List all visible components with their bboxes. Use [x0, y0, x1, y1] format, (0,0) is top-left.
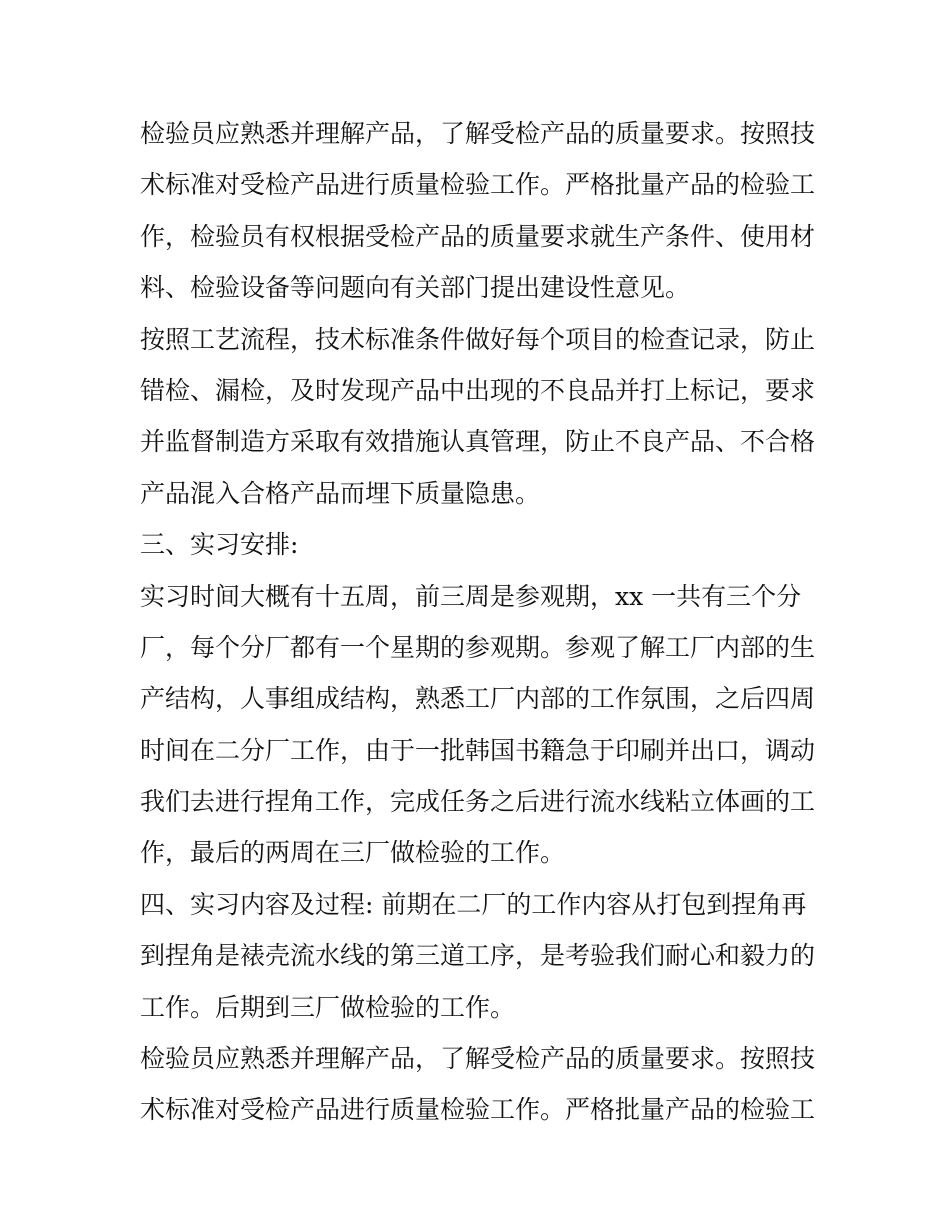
heading-internship-arrangement	[140, 519, 815, 570]
text-line: 实习时间大概有十五周，前三周是参观期，xx 一共有三个分	[140, 581, 802, 611]
paragraph-process-records	[140, 314, 815, 520]
paragraph-inspector-duties-repeat	[140, 1033, 815, 1136]
paragraph-internship-schedule	[140, 571, 815, 879]
text-line: 厂，每个分厂都有一个星期的参观期。参观了解工厂内部的生	[140, 632, 816, 662]
text-line: 工作。后期到三厂做检验的工作。	[140, 992, 516, 1022]
text-line: 产结构，人事组成结构，熟悉工厂内部的工作氛围，之后四周	[140, 684, 816, 714]
text-line: 产品混入合格产品而埋下质量隐患。	[140, 478, 541, 508]
text-line: 术标准对受检产品进行质量检验工作。严格批量产品的检验工	[140, 170, 816, 200]
document-body	[140, 108, 815, 1136]
text-line: 料、检验设备等问题向有关部门提出建设性意见。	[140, 273, 691, 303]
text-line: 作，最后的两周在三厂做检验的工作。	[140, 838, 566, 868]
text-line: 检验员应熟悉并理解产品，了解受检产品的质量要求。按照技	[140, 119, 816, 148]
text-line: 我们去进行捏角工作，完成任务之后进行流水线粘立体画的工	[140, 787, 816, 817]
text-line: 到捏角是裱壳流水线的第三道工序，是考验我们耐心和毅力的	[140, 941, 816, 971]
section-heading: 三、实习安排:	[140, 530, 299, 560]
text-line: 并监督制造方采取有效措施认真管理，防止不良产品、不合格	[140, 427, 816, 457]
paragraph-inspector-duties	[140, 108, 815, 314]
text-line: 时间在二分厂工作，由于一批韩国书籍急于印刷并出口，调动	[140, 735, 816, 765]
text-line: 术标准对受检产品进行质量检验工作。严格批量产品的检验工	[140, 1095, 816, 1125]
text-line: 四、实习内容及过程: 前期在二厂的工作内容从打包到捏角再	[140, 889, 807, 919]
text-line: 错检、漏检，及时发现产品中出现的不良品并打上标记，要求	[140, 375, 816, 405]
paragraph-internship-content	[140, 879, 815, 1033]
text-line: 作，检验员有权根据受检产品的质量要求就生产条件、使用材	[140, 221, 816, 251]
text-line: 检验员应熟悉并理解产品，了解受检产品的质量要求。按照技	[140, 1044, 816, 1074]
text-line: 按照工艺流程，技术标准条件做好每个项目的检查记录，防止	[140, 324, 816, 354]
